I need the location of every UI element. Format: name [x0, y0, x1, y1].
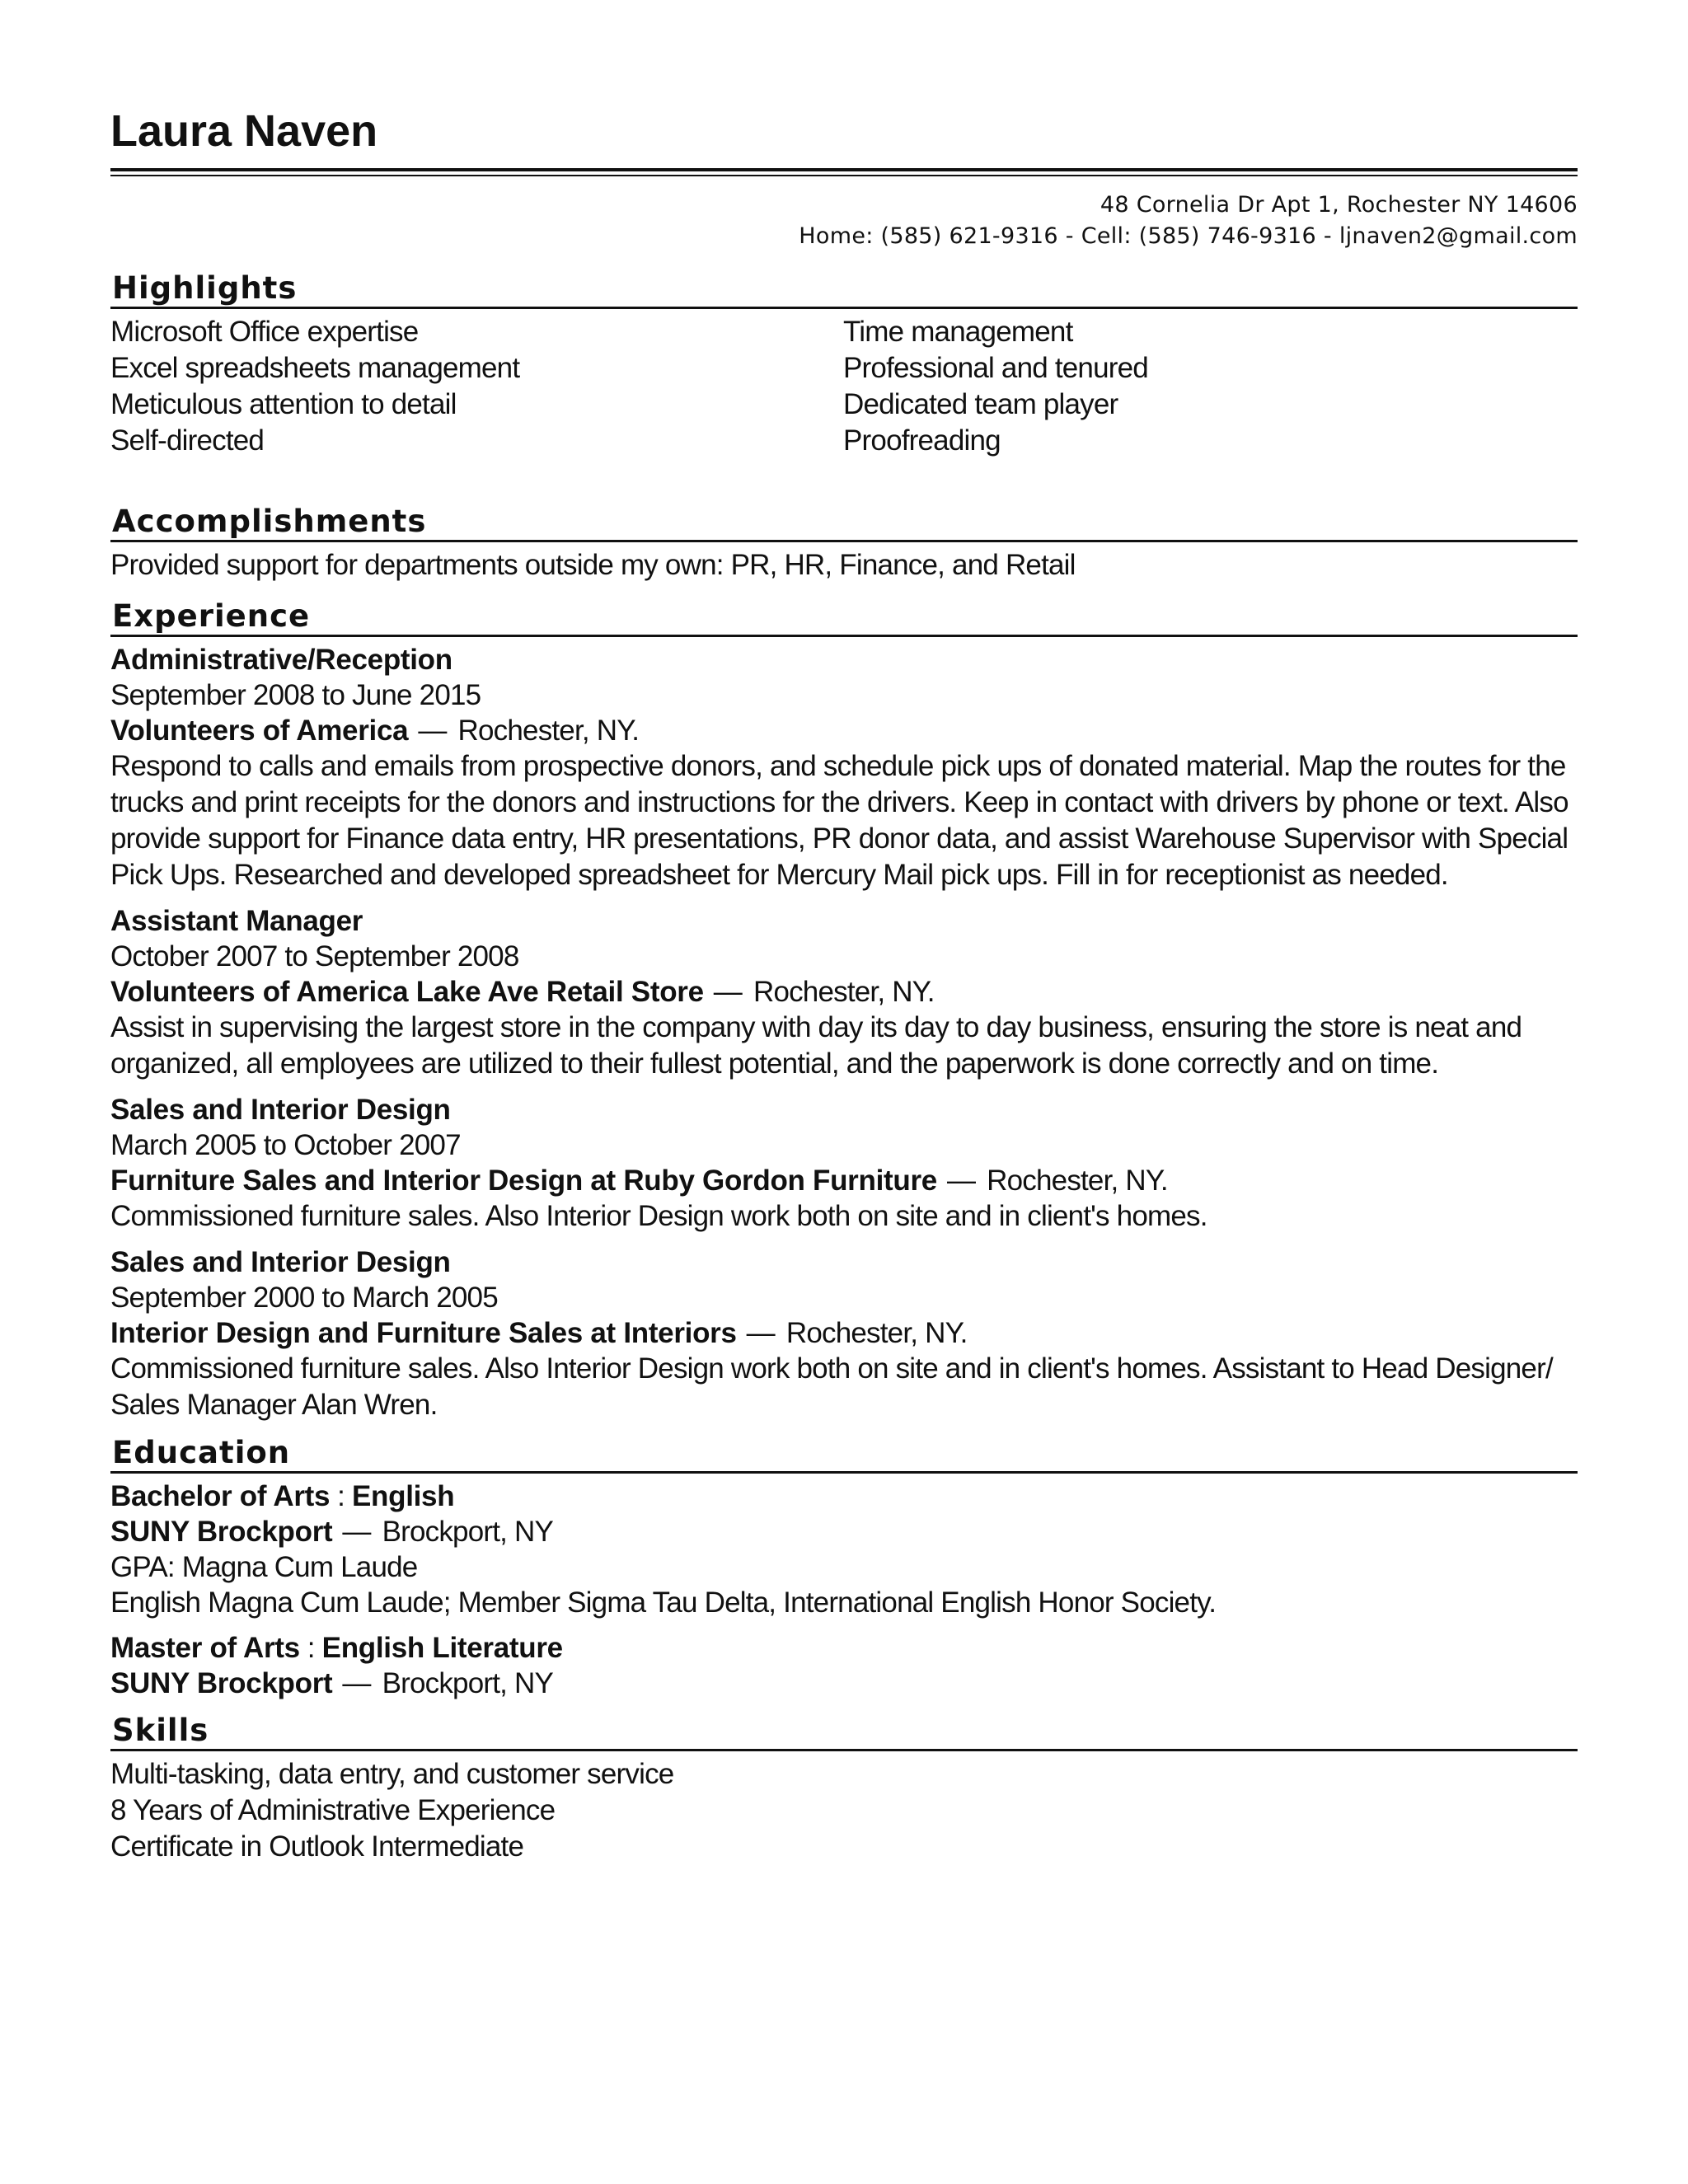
job-entry	[110, 1244, 1578, 1423]
job-dates: March 2005 to October 2007	[110, 1129, 461, 1161]
school-line	[110, 1514, 1578, 1549]
job-description: Commissioned furniture sales. Also Interior Design work both on site and in client's homes. Assistant to Head Designer/ Sales Manager Alan Wren.	[110, 1352, 1553, 1421]
highlight-item: Dedicated team player	[843, 388, 1118, 420]
job-location: Rochester, NY.	[987, 1165, 1168, 1197]
job-entry	[110, 642, 1578, 893]
degree-entry	[110, 1479, 1578, 1620]
highlights-section	[110, 270, 1578, 459]
dash-separator: —	[418, 715, 447, 747]
job-dates: October 2007 to September 2008	[110, 940, 519, 972]
job-employer: Volunteers of America Lake Ave Retail Store	[110, 976, 704, 1008]
contact-block	[110, 190, 1578, 252]
highlight-item: Professional and tenured	[843, 352, 1148, 384]
school-name: SUNY Brockport	[110, 1516, 333, 1548]
job-entry	[110, 1092, 1578, 1235]
resume-page	[110, 101, 1578, 1865]
section-rule	[110, 1471, 1578, 1474]
dash-separator: —	[342, 1516, 371, 1548]
highlight-item: Meticulous attention to detail	[110, 388, 457, 420]
skills-section	[110, 1713, 1578, 1865]
degree-entry	[110, 1630, 1578, 1701]
degree-name: Master of Arts	[110, 1632, 300, 1664]
experience-section	[110, 598, 1578, 1423]
section-rule	[110, 540, 1578, 542]
accomplishment-text: Provided support for departments outside my own: PR, HR, Finance, and Retail	[110, 549, 1076, 581]
section-rule	[110, 1749, 1578, 1751]
education-section	[110, 1435, 1578, 1701]
school-location: Brockport, NY	[382, 1667, 554, 1699]
contact-phones-email: Home: (585) 621-9316 - Cell: (585) 746-9316 - ljnaven2@gmail.com	[799, 223, 1578, 249]
colon-separator: :	[307, 1632, 315, 1664]
skill-item: 8 Years of Administrative Experience	[110, 1794, 556, 1826]
highlight-item: Self-directed	[110, 424, 265, 457]
section-title-highlights: Highlights	[112, 270, 298, 306]
accomplishments-section	[110, 504, 1578, 583]
school-line	[110, 1666, 1578, 1701]
job-employer: Furniture Sales and Interior Design at Ruby Gordon Furniture	[110, 1165, 937, 1197]
skill-item: Certificate in Outlook Intermediate	[110, 1830, 524, 1863]
highlights-grid	[110, 314, 1578, 459]
job-employer: Volunteers of America	[110, 715, 409, 747]
job-description: Assist in supervising the largest store in the company with day its day to day business, ensuring the store is neat and organized, all employees are utilized to their fullest potential, and the paperwork is done correctly and on time.	[110, 1011, 1522, 1080]
job-location: Rochester, NY.	[785, 1317, 968, 1349]
job-employer: Interior Design and Furniture Sales at Interiors	[110, 1317, 737, 1349]
dash-separator: —	[342, 1667, 371, 1699]
skill-item: Multi-tasking, data entry, and customer service	[110, 1758, 674, 1790]
section-rule	[110, 635, 1578, 637]
contact-address: 48 Cornelia Dr Apt 1, Rochester NY 14606	[1100, 192, 1578, 218]
highlight-item: Microsoft Office expertise	[110, 316, 419, 348]
highlight-item: Excel spreadsheets management	[110, 352, 520, 384]
degree-name: Bachelor of Arts	[110, 1480, 331, 1512]
degree-field: English	[352, 1480, 455, 1512]
job-title: Sales and Interior Design	[110, 1246, 451, 1278]
section-title-accomplishments: Accomplishments	[112, 504, 427, 539]
degree-field: English Literature	[321, 1632, 563, 1664]
highlight-item: Time management	[843, 316, 1073, 348]
job-employer-line	[110, 713, 1578, 748]
degree-line	[110, 1479, 1578, 1514]
section-title-experience: Experience	[112, 598, 311, 634]
job-location: Rochester, NY.	[753, 976, 935, 1008]
job-dates: September 2008 to June 2015	[110, 679, 481, 711]
job-title: Assistant Manager	[110, 905, 363, 937]
degree-notes: English Magna Cum Laude; Member Sigma Tau Delta, International English Honor Society.	[110, 1586, 1217, 1619]
job-location: Rochester, NY.	[457, 715, 640, 747]
school-location: Brockport, NY	[382, 1516, 554, 1548]
job-title: Sales and Interior Design	[110, 1094, 451, 1126]
job-title: Administrative/Reception	[110, 644, 452, 676]
section-rule	[110, 307, 1578, 309]
job-employer-line	[110, 1163, 1578, 1198]
job-entry	[110, 903, 1578, 1082]
highlight-item: Proofreading	[843, 424, 1001, 457]
candidate-name: Laura Naven	[110, 106, 378, 156]
job-description: Commissioned furniture sales. Also Interior Design work both on site and in client's homes.	[110, 1200, 1207, 1232]
dash-separator: —	[713, 976, 742, 1008]
dash-separator: —	[946, 1165, 976, 1197]
highlights-left-column	[110, 314, 843, 459]
section-title-skills: Skills	[112, 1713, 209, 1748]
section-title-education: Education	[112, 1435, 291, 1470]
job-employer-line	[110, 1315, 1578, 1351]
job-dates: September 2000 to March 2005	[110, 1282, 498, 1314]
dash-separator: —	[746, 1317, 775, 1349]
degree-line	[110, 1630, 1578, 1666]
degree-gpa: GPA: Magna Cum Laude	[110, 1551, 418, 1583]
school-name: SUNY Brockport	[110, 1667, 333, 1699]
job-description: Respond to calls and emails from prospective donors, and schedule pick ups of donated material. Map the routes for the trucks and print receipts for the donors and instructions for the drivers. Keep in contact with drivers by phone or text. Also provide support for Finance data entry, HR presentations, PR donor data, and assist Warehouse Supervisor with Special Pick Ups. Researched and developed spreadsheet for Mercury Mail pick ups. Fill in for receptionist as needed.	[110, 750, 1568, 891]
job-employer-line	[110, 974, 1578, 1010]
header-double-rule	[110, 168, 1578, 176]
highlights-right-column	[843, 314, 1578, 459]
colon-separator: :	[337, 1480, 345, 1512]
